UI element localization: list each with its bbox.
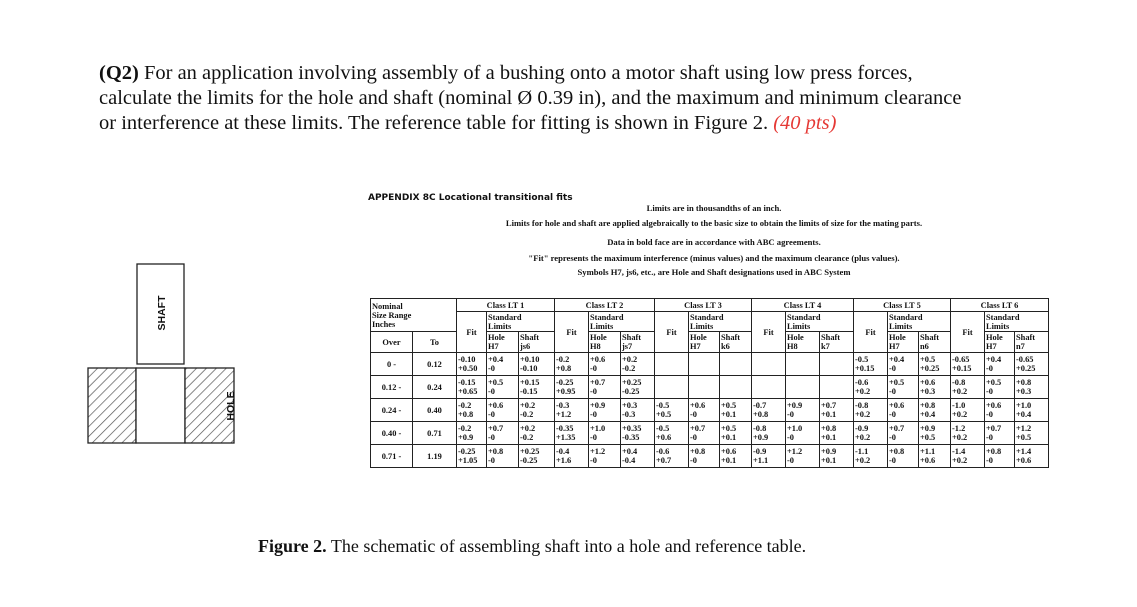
size-over: 0.12 - xyxy=(371,376,413,399)
shaft-limit: +0.8 +0.1 xyxy=(820,422,854,445)
size-to: 0.71 xyxy=(413,422,457,445)
fit-value: -0.9 +1.1 xyxy=(752,445,786,468)
hole-designation: Hole H8 xyxy=(786,332,820,353)
hole-limit: +0.7 -0 xyxy=(888,422,919,445)
fit-value: -0.25 +0.95 xyxy=(555,376,589,399)
shaft-limit xyxy=(720,353,752,376)
appendix-note-3: Data in bold face are in accordance with ABC agreements. xyxy=(607,237,821,247)
fit-value: -0.7 +0.8 xyxy=(752,399,786,422)
table-row xyxy=(371,399,1049,422)
hole-limit: +0.6 -0 xyxy=(487,399,519,422)
shaft-limit: +0.2 -0.2 xyxy=(519,399,555,422)
hole-limit: +0.4 -0 xyxy=(487,353,519,376)
figure-caption-text: The schematic of assembling shaft into a hole and reference table. xyxy=(330,536,807,556)
fit-value: -0.2 +0.8 xyxy=(457,399,487,422)
shaft-designation: Shaft k7 xyxy=(820,332,854,353)
fit-value xyxy=(655,376,689,399)
fit-value: -0.6 +0.7 xyxy=(655,445,689,468)
shaft-limit: +0.2 -0.2 xyxy=(519,422,555,445)
hole-limit: +0.5 -0 xyxy=(888,376,919,399)
appendix-note-1: Limits are in thousandths of an inch. xyxy=(646,203,782,213)
shaft-limit: +0.5 +0.1 xyxy=(720,422,752,445)
hole-limit: +0.9 -0 xyxy=(786,399,820,422)
question-points: (40 pts) xyxy=(773,112,837,134)
size-to: 0.12 xyxy=(413,353,457,376)
hole-designation: Hole H7 xyxy=(487,332,519,353)
fit-value: -1.1 +0.2 xyxy=(854,445,888,468)
hole-limit: +0.7 -0 xyxy=(487,422,519,445)
fit-value xyxy=(655,353,689,376)
shaft-limit: +0.9 +0.1 xyxy=(820,445,854,468)
question-line-2: calculate the limits for the hole and shaft (nominal Ø 0.39 in), and the maximum and minimum clearance xyxy=(99,87,962,109)
shaft-limit: +0.10 -0.10 xyxy=(519,353,555,376)
figure-caption xyxy=(258,536,806,557)
shaft-limit: +1.4 +0.6 xyxy=(1015,445,1049,468)
fit-value: -0.9 +0.2 xyxy=(854,422,888,445)
hole-limit: +1.0 -0 xyxy=(786,422,820,445)
header-row-limits xyxy=(371,312,1049,332)
fit-value: -0.5 +0.5 xyxy=(655,399,689,422)
standard-limits-header: Standard Limits xyxy=(589,312,655,332)
fit-header: Fit xyxy=(752,312,786,353)
shaft-limit: +0.6 +0.3 xyxy=(919,376,951,399)
shaft-limit: +0.35 -0.35 xyxy=(621,422,655,445)
class-header: Class LT 5 xyxy=(854,299,951,312)
hole-limit: +0.6 -0 xyxy=(888,399,919,422)
standard-limits-header: Standard Limits xyxy=(487,312,555,332)
shaft-limit: +0.4 -0.4 xyxy=(621,445,655,468)
hole-designation: Hole H8 xyxy=(589,332,621,353)
class-header: Class LT 3 xyxy=(655,299,752,312)
shaft-limit: +0.15 -0.15 xyxy=(519,376,555,399)
hole-limit: +0.7 -0 xyxy=(589,376,621,399)
hole-limit: +0.6 -0 xyxy=(985,399,1015,422)
fit-header: Fit xyxy=(555,312,589,353)
hole-limit: +1.2 -0 xyxy=(589,445,621,468)
size-to: 0.24 xyxy=(413,376,457,399)
hole-label: HOLE xyxy=(225,391,237,421)
hole-limit: +0.7 -0 xyxy=(689,422,720,445)
shaft-limit: +0.6 +0.1 xyxy=(720,445,752,468)
shaft-limit: +0.2 -0.2 xyxy=(621,353,655,376)
fit-header: Fit xyxy=(457,312,487,353)
shaft-limit: +0.25 -0.25 xyxy=(621,376,655,399)
shaft-limit: +1.1 +0.6 xyxy=(919,445,951,468)
shaft-limit xyxy=(720,376,752,399)
fit-value: -0.2 +0.8 xyxy=(555,353,589,376)
table-row xyxy=(371,422,1049,445)
class-header: Class LT 4 xyxy=(752,299,854,312)
figure-label: Figure 2. xyxy=(258,536,327,556)
hole-limit: +0.7 -0 xyxy=(985,422,1015,445)
table-row xyxy=(371,376,1049,399)
hole-limit: +1.2 -0 xyxy=(786,445,820,468)
fit-value xyxy=(752,376,786,399)
shaft-designation: Shaft js7 xyxy=(621,332,655,353)
shaft-designation: Shaft n7 xyxy=(1015,332,1049,353)
hole-limit: +0.8 -0 xyxy=(487,445,519,468)
size-over: 0.71 - xyxy=(371,445,413,468)
hole-limit xyxy=(689,353,720,376)
fit-value: -0.2 +0.9 xyxy=(457,422,487,445)
fit-value: -0.4 +1.6 xyxy=(555,445,589,468)
fit-value: -1.4 +0.2 xyxy=(951,445,985,468)
shaft-limit: +1.2 +0.5 xyxy=(1015,422,1049,445)
fit-value: -0.15 +0.65 xyxy=(457,376,487,399)
over-header: Over xyxy=(371,332,413,353)
fit-value: -0.8 +0.2 xyxy=(854,399,888,422)
fit-value: -0.3 +1.2 xyxy=(555,399,589,422)
fit-value: -0.25 +1.05 xyxy=(457,445,487,468)
question-line-1: (Q2) For an application involving assembly of a bushing onto a motor shaft using low press forces, xyxy=(99,62,913,84)
shaft-limit: +0.3 -0.3 xyxy=(621,399,655,422)
shaft-limit xyxy=(820,353,854,376)
fit-value: -1.2 +0.2 xyxy=(951,422,985,445)
shaft-limit: +0.5 +0.25 xyxy=(919,353,951,376)
hole-limit: +0.8 -0 xyxy=(888,445,919,468)
to-header: To xyxy=(413,332,457,353)
size-over: 0.40 - xyxy=(371,422,413,445)
fit-value xyxy=(752,353,786,376)
hole-limit: +0.5 -0 xyxy=(985,376,1015,399)
header-row-classes xyxy=(371,299,1049,312)
hole-bore xyxy=(136,368,185,443)
fit-value: -0.10 +0.50 xyxy=(457,353,487,376)
hole-limit: +0.4 -0 xyxy=(985,353,1015,376)
class-header: Class LT 2 xyxy=(555,299,655,312)
shaft-label: SHAFT xyxy=(156,295,168,331)
fit-value: -1.0 +0.2 xyxy=(951,399,985,422)
class-header: Class LT 6 xyxy=(951,299,1049,312)
standard-limits-header: Standard Limits xyxy=(689,312,752,332)
size-over: 0.24 - xyxy=(371,399,413,422)
hole-designation: Hole H7 xyxy=(985,332,1015,353)
shaft-designation: Shaft js6 xyxy=(519,332,555,353)
hole-limit: +0.9 -0 xyxy=(589,399,621,422)
fit-header: Fit xyxy=(854,312,888,353)
shaft-limit xyxy=(820,376,854,399)
shaft-designation: Shaft n6 xyxy=(919,332,951,353)
hole-limit xyxy=(689,376,720,399)
hole-block-left xyxy=(88,368,136,443)
appendix-note-2: Limits for hole and shaft are applied algebraically to the basic size to obtain the limits of size for the mating parts. xyxy=(505,218,923,228)
fit-value: -0.5 +0.15 xyxy=(854,353,888,376)
nominal-size-header: Nominal Size Range Inches xyxy=(371,299,457,332)
appendix-note-5: Symbols H7, js6, etc., are Hole and Shaft designations used in ABC System xyxy=(577,267,851,277)
shaft-limit: -0.65 +0.25 xyxy=(1015,353,1049,376)
hole-limit: +0.4 -0 xyxy=(888,353,919,376)
shaft-designation: Shaft k6 xyxy=(720,332,752,353)
table-row xyxy=(371,445,1049,468)
hole-limit: +0.6 -0 xyxy=(589,353,621,376)
fit-header: Fit xyxy=(655,312,689,353)
fit-value: -0.8 +0.9 xyxy=(752,422,786,445)
class-header: Class LT 1 xyxy=(457,299,555,312)
appendix-title: APPENDIX 8C Locational transitional fits xyxy=(368,193,573,203)
shaft-limit: +0.9 +0.5 xyxy=(919,422,951,445)
fit-value: -0.65 +0.15 xyxy=(951,353,985,376)
hole-designation: Hole H7 xyxy=(888,332,919,353)
shaft-limit: +0.8 +0.4 xyxy=(919,399,951,422)
standard-limits-header: Standard Limits xyxy=(786,312,854,332)
shaft-limit: +1.0 +0.4 xyxy=(1015,399,1049,422)
fit-value: -0.5 +0.6 xyxy=(655,422,689,445)
hole-designation: Hole H7 xyxy=(689,332,720,353)
hole-limit xyxy=(786,376,820,399)
hole-limit: +0.6 -0 xyxy=(689,399,720,422)
hole-limit: +0.8 -0 xyxy=(985,445,1015,468)
table-row xyxy=(371,353,1049,376)
fit-value: -0.8 +0.2 xyxy=(951,376,985,399)
shaft-limit: +0.7 +0.1 xyxy=(820,399,854,422)
question-number: (Q2) xyxy=(99,62,139,84)
question-line-3: or interference at these limits. The reference table for fitting is shown in Figure 2. (40 pts) xyxy=(99,112,837,134)
standard-limits-header: Standard Limits xyxy=(888,312,951,332)
standard-limits-header: Standard Limits xyxy=(985,312,1049,332)
shaft-limit: +0.5 +0.1 xyxy=(720,399,752,422)
shaft-limit: +0.8 +0.3 xyxy=(1015,376,1049,399)
fit-value: -0.6 +0.2 xyxy=(854,376,888,399)
size-over: 0 - xyxy=(371,353,413,376)
hole-limit: +1.0 -0 xyxy=(589,422,621,445)
shaft-limit: +0.25 -0.25 xyxy=(519,445,555,468)
appendix-note-4: "Fit" represents the maximum interference (minus values) and the maximum clearance (plus values). xyxy=(528,253,900,263)
hole-limit xyxy=(786,353,820,376)
fit-value: -0.35 +1.35 xyxy=(555,422,589,445)
fit-header: Fit xyxy=(951,312,985,353)
hole-limit: +0.8 -0 xyxy=(689,445,720,468)
fits-table xyxy=(370,298,1049,468)
size-to: 1.19 xyxy=(413,445,457,468)
hole-limit: +0.5 -0 xyxy=(487,376,519,399)
size-to: 0.40 xyxy=(413,399,457,422)
